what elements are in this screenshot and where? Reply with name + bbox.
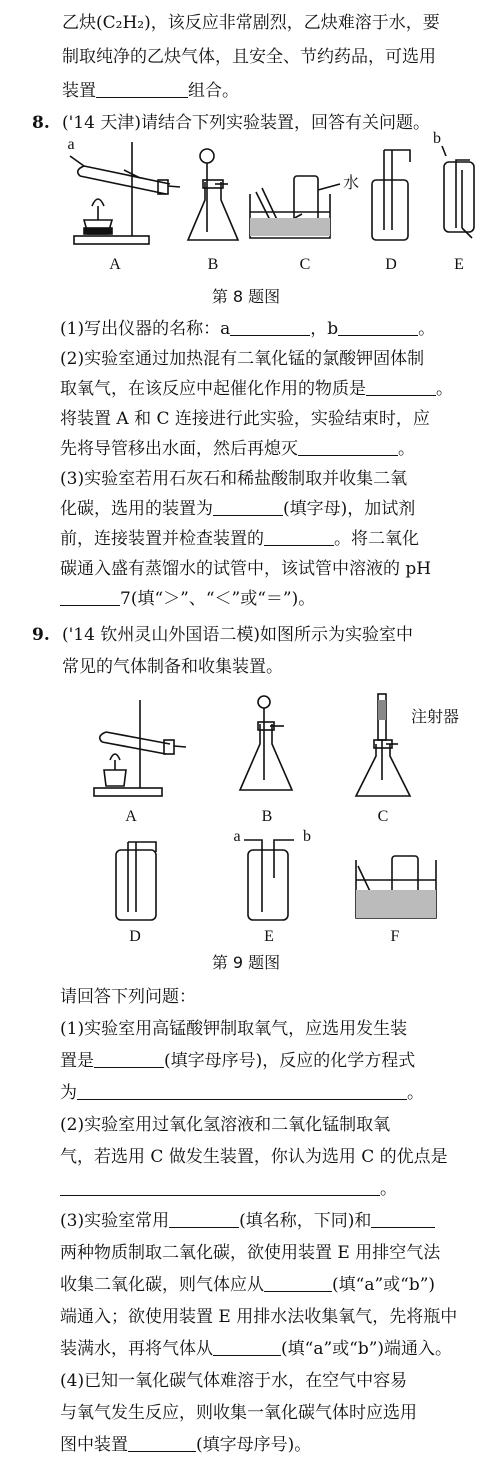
text: 图中装置 xyxy=(60,1435,128,1455)
text: 7(填“＞”、“＜”或“＝”)。 xyxy=(120,589,316,609)
text-line xyxy=(60,494,486,524)
figure-label: A xyxy=(125,808,137,825)
figure-label: D xyxy=(129,928,141,945)
text-line: (2)实验室用过氧化氢溶液和二氧化锰制取氧 xyxy=(60,1115,391,1135)
text: 。 xyxy=(398,439,415,459)
question-number: 9. xyxy=(32,625,50,645)
text-line: 制取纯净的乙炔气体，且安全、节约药品，可选用 xyxy=(62,47,436,67)
answer-blank[interactable] xyxy=(264,526,334,546)
text: 组合。 xyxy=(188,81,239,101)
text: 先将导管移出水面，然后再熄灭 xyxy=(60,439,298,459)
answer-blank[interactable] xyxy=(298,436,398,456)
answer-blank[interactable] xyxy=(77,1080,407,1100)
question-9-heading xyxy=(32,620,486,650)
tag-water: 水 xyxy=(342,173,359,192)
text: 置是 xyxy=(60,1051,94,1071)
text-line xyxy=(62,76,486,106)
text: 。 xyxy=(436,379,453,399)
text-line: 与氧气发生反应，则收集一氧化碳气体时应选用 xyxy=(60,1403,417,1423)
text-line xyxy=(60,1206,486,1236)
figure-label: E xyxy=(264,928,274,945)
text-line xyxy=(60,1270,486,1300)
text: (1)写出仪器的名称：a xyxy=(60,319,231,339)
text: 前，连接装置并检查装置的 xyxy=(60,529,264,549)
answer-blank[interactable] xyxy=(213,1336,281,1356)
text-line xyxy=(60,1430,486,1460)
tag-a: a xyxy=(67,136,75,153)
answer-blank[interactable] xyxy=(264,1272,332,1292)
text-line: 请回答下列问题： xyxy=(60,987,196,1007)
text: (填字母)，加试剂 xyxy=(283,499,416,519)
answer-blank[interactable] xyxy=(371,1208,435,1228)
text-line xyxy=(60,1174,486,1204)
text: (填字母序号)，反应的化学方程式 xyxy=(164,1051,416,1071)
figure-label: B xyxy=(207,256,219,273)
text: 。 xyxy=(418,319,436,339)
figure-label: C xyxy=(377,808,389,825)
answer-blank[interactable] xyxy=(96,78,188,98)
answer-blank[interactable] xyxy=(94,1048,164,1068)
answer-blank[interactable] xyxy=(60,586,120,606)
text-line xyxy=(60,374,486,404)
text-line: (1)实验室用高锰酸钾制取氧气，应选用发生装 xyxy=(60,1019,408,1039)
figure-label: C xyxy=(299,256,311,273)
text: (填名称，下同)和 xyxy=(239,1211,372,1231)
text-line: 气，若选用 C 做发生装置，你认为选用 C 的优点是 xyxy=(60,1147,448,1167)
text-line: (2)实验室通过加热混有二氧化锰的氯酸钾固体制 xyxy=(60,349,425,369)
text-line: 将装置 A 和 C 连接进行此实验，实验结束时，应 xyxy=(60,409,430,429)
figure-8 xyxy=(40,130,480,290)
text-line: 端通入；欲使用装置 E 用排水法收集氧气，先将瓶中 xyxy=(60,1307,458,1327)
text-line: (4)已知一氧化碳气体难溶于水，在空气中容易 xyxy=(60,1371,408,1391)
text: (3)实验室常用 xyxy=(60,1211,170,1231)
tag-b: b xyxy=(433,130,441,147)
answer-blank[interactable] xyxy=(213,496,283,516)
text: ，b xyxy=(310,319,339,339)
figure-label: B xyxy=(261,808,273,825)
text: 化碳，选用的装置为 xyxy=(60,499,213,519)
text: (填“a”或“b”)端通入。 xyxy=(281,1339,453,1359)
answer-blank[interactable] xyxy=(338,316,418,336)
figure-8-caption: 第 8 题图 xyxy=(211,287,281,306)
figure-label: A xyxy=(109,256,121,273)
tag-syringe: 注射器 xyxy=(410,707,459,726)
question-text: ('14 钦州灵山外国语二模)如图所示为实验室中 xyxy=(62,625,413,645)
text: (填字母序号)。 xyxy=(196,1435,312,1455)
text: (填“a”或“b”) xyxy=(332,1275,436,1295)
figure-label: E xyxy=(454,256,464,273)
text: 。将二氧化 xyxy=(334,529,419,549)
text-line: 常见的气体制备和收集装置。 xyxy=(62,657,283,677)
text: 。 xyxy=(380,1179,397,1199)
tag-a: a xyxy=(233,828,241,845)
figure-label: F xyxy=(390,928,400,945)
answer-blank[interactable] xyxy=(60,1176,380,1196)
text-line: 两种物质制取二氧化碳，欲使用装置 E 用排空气法 xyxy=(60,1243,441,1263)
answer-blank[interactable] xyxy=(169,1208,239,1228)
text: 。 xyxy=(407,1083,424,1103)
text-line: 乙炔(C₂H₂)，该反应非常剧烈，乙炔难溶于水，要 xyxy=(62,13,440,33)
text-line: 碳通入盛有蒸馏水的试管中，该试管中溶液的 pH xyxy=(60,559,432,579)
answer-blank[interactable] xyxy=(230,316,310,336)
text-line xyxy=(60,524,486,554)
figure-9-caption: 第 9 题图 xyxy=(211,953,281,972)
text-line xyxy=(60,1078,486,1108)
figure-9 xyxy=(40,690,480,950)
tag-b: b xyxy=(303,828,311,845)
text: 装满水，再将气体从 xyxy=(60,1339,213,1359)
text-line xyxy=(60,1046,486,1076)
answer-blank[interactable] xyxy=(366,376,436,396)
text: 收集二氧化碳，则气体应从 xyxy=(60,1275,264,1295)
text: 装置 xyxy=(62,81,96,101)
text-line xyxy=(60,584,486,614)
answer-blank[interactable] xyxy=(128,1432,196,1452)
question-number: 8. xyxy=(32,113,50,133)
text: 为 xyxy=(60,1083,77,1103)
text: 取氧气，在该反应中起催化作用的物质是 xyxy=(60,379,366,399)
text-line xyxy=(60,314,486,344)
figure-label: D xyxy=(385,256,397,273)
text-line: (3)实验室若用石灰石和稀盐酸制取并收集二氧 xyxy=(60,469,408,489)
question-text: ('14 天津)请结合下列实验装置，回答有关问题。 xyxy=(62,113,430,133)
question-8-heading xyxy=(32,108,486,138)
text-line xyxy=(60,1334,486,1364)
text-line xyxy=(60,434,486,464)
